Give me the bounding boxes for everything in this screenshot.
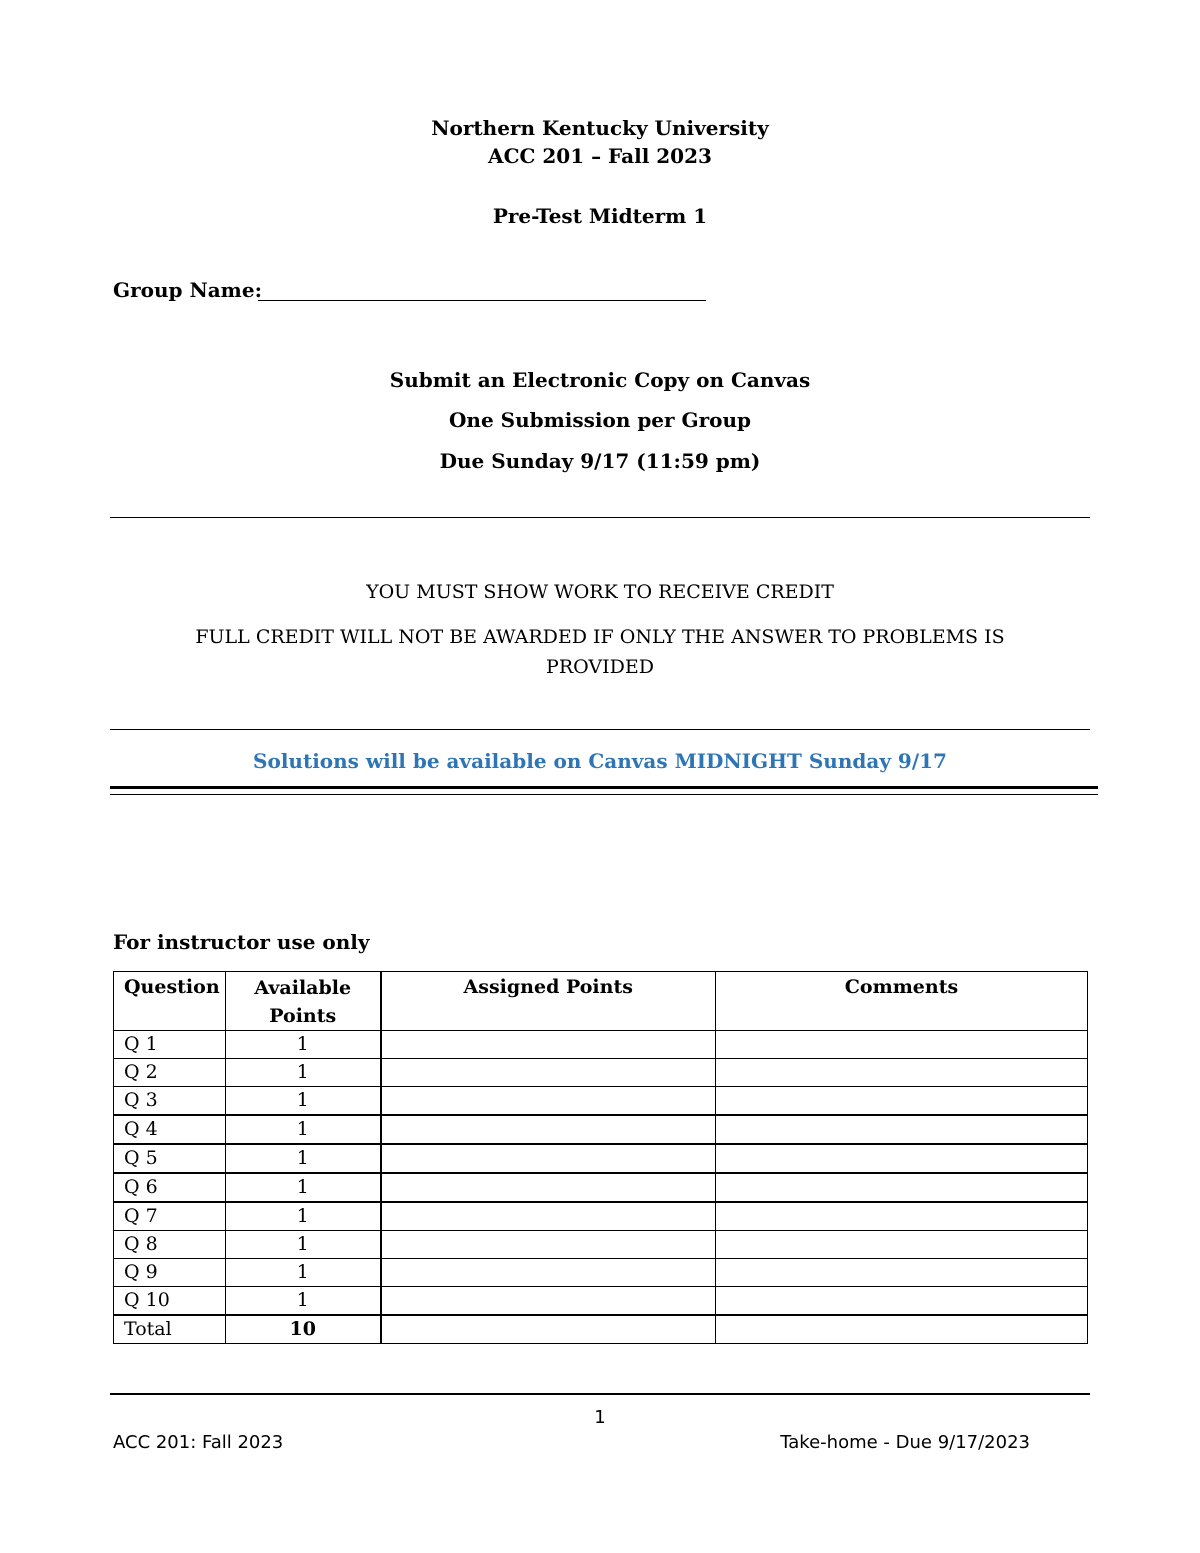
comments-cell[interactable] — [716, 1144, 1088, 1173]
assigned-points-cell[interactable] — [381, 1202, 716, 1231]
table-row — [114, 1259, 1088, 1287]
footer-right: Take-home - Due 9/17/2023 — [780, 1432, 1030, 1453]
course-title: ACC 201 – Fall 2023 — [488, 144, 712, 168]
assigned-points-cell[interactable] — [381, 1287, 716, 1316]
exam-title: Pre-Test Midterm 1 — [492, 204, 708, 228]
instructor-heading: For instructor use only — [113, 930, 370, 954]
comments-cell[interactable] — [716, 1259, 1088, 1287]
divider — [110, 729, 1090, 730]
question-cell: Q 7 — [114, 1202, 226, 1231]
question-cell: Q 5 — [114, 1144, 226, 1173]
question-cell: Q 1 — [114, 1031, 226, 1059]
show-work-notice: YOU MUST SHOW WORK TO RECEIVE CREDIT — [366, 581, 834, 603]
assigned-points-cell[interactable] — [381, 1059, 716, 1087]
footer-divider — [110, 1393, 1090, 1395]
group-name-label: Group Name: — [113, 278, 262, 302]
assigned-points-cell[interactable] — [381, 1031, 716, 1059]
footer-left: ACC 201: Fall 2023 — [113, 1432, 284, 1453]
available-points-cell: 1 — [226, 1059, 381, 1087]
question-cell: Q 9 — [114, 1259, 226, 1287]
available-points-cell: 1 — [226, 1231, 381, 1259]
table-header-row — [114, 972, 1088, 1031]
table-row — [114, 1059, 1088, 1087]
group-name-field[interactable] — [258, 280, 706, 301]
available-points-cell: 1 — [226, 1173, 381, 1202]
assigned-points-cell[interactable] — [381, 1115, 716, 1144]
question-cell: Q 8 — [114, 1231, 226, 1259]
question-cell: Q 6 — [114, 1173, 226, 1202]
comments-cell[interactable] — [716, 1087, 1088, 1116]
question-cell: Q 3 — [114, 1087, 226, 1116]
total-points-cell: 10 — [226, 1315, 381, 1344]
table-row — [114, 1144, 1088, 1173]
table-row — [114, 1087, 1088, 1116]
column-header-question: Question — [114, 972, 226, 1031]
assigned-points-cell[interactable] — [381, 1231, 716, 1259]
submission-per-group: One Submission per Group — [448, 408, 752, 432]
available-points-cell: 1 — [226, 1287, 381, 1316]
university-name: Northern Kentucky University — [431, 116, 769, 140]
assigned-points-cell[interactable] — [381, 1173, 716, 1202]
table-row — [114, 1287, 1088, 1316]
double-divider — [110, 786, 1098, 795]
assigned-points-cell[interactable] — [381, 1144, 716, 1173]
column-header-assigned: Assigned Points — [381, 972, 716, 1031]
column-header-comments: Comments — [716, 972, 1088, 1031]
comments-cell[interactable] — [716, 1115, 1088, 1144]
question-cell: Q 2 — [114, 1059, 226, 1087]
table-row — [114, 1231, 1088, 1259]
credit-notice-line1: FULL CREDIT WILL NOT BE AWARDED IF ONLY THE ANSWER TO PROBLEMS IS — [195, 626, 1005, 648]
question-cell: Q 4 — [114, 1115, 226, 1144]
solutions-notice: Solutions will be available on Canvas MIDNIGHT Sunday 9/17 — [253, 749, 947, 773]
credit-notice-line2: PROVIDED — [546, 656, 654, 678]
total-comments-cell[interactable] — [716, 1315, 1088, 1344]
table-total-row — [114, 1315, 1088, 1344]
comments-cell[interactable] — [716, 1202, 1088, 1231]
due-date: Due Sunday 9/17 (11:59 pm) — [439, 449, 761, 473]
table-row — [114, 1173, 1088, 1202]
table-row — [114, 1031, 1088, 1059]
assigned-points-cell[interactable] — [381, 1087, 716, 1116]
comments-cell[interactable] — [716, 1173, 1088, 1202]
available-points-cell: 1 — [226, 1031, 381, 1059]
available-points-cell: 1 — [226, 1259, 381, 1287]
assigned-points-cell[interactable] — [381, 1259, 716, 1287]
available-points-cell: 1 — [226, 1087, 381, 1116]
comments-cell[interactable] — [716, 1059, 1088, 1087]
submit-instruction: Submit an Electronic Copy on Canvas — [389, 368, 811, 392]
question-cell: Q 10 — [114, 1287, 226, 1316]
total-label-cell: Total — [114, 1315, 226, 1344]
available-points-cell: 1 — [226, 1144, 381, 1173]
available-points-cell: 1 — [226, 1115, 381, 1144]
divider — [110, 517, 1090, 518]
table-row — [114, 1115, 1088, 1144]
page-number: 1 — [594, 1407, 606, 1428]
column-header-available: Available Points — [226, 972, 381, 1031]
grading-table — [113, 971, 1088, 1344]
comments-cell[interactable] — [716, 1031, 1088, 1059]
comments-cell[interactable] — [716, 1231, 1088, 1259]
total-assigned-cell[interactable] — [381, 1315, 716, 1344]
available-points-cell: 1 — [226, 1202, 381, 1231]
comments-cell[interactable] — [716, 1287, 1088, 1316]
table-row — [114, 1202, 1088, 1231]
